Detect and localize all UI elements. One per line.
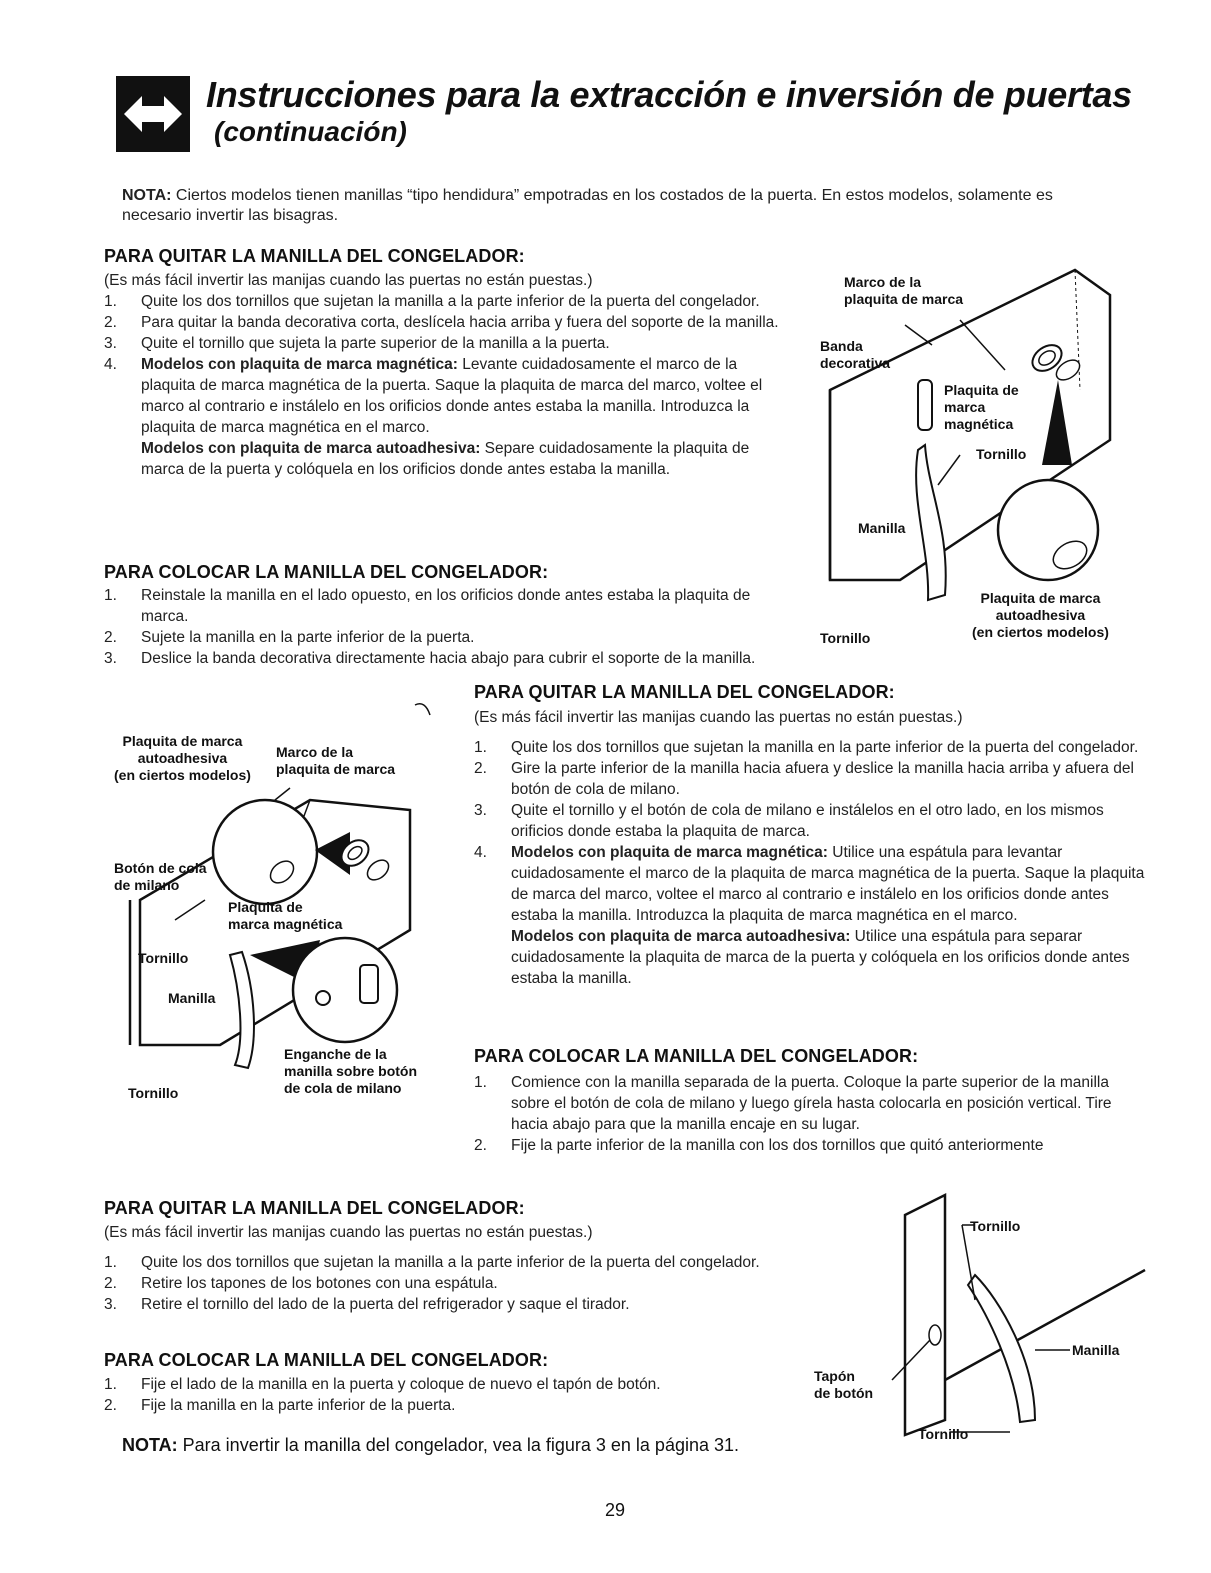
section3-remove-intro: (Es más fácil invertir las manijas cuando las puertas no están puestas.) (104, 1224, 593, 1241)
label-plaquita-autoadhesiva: Plaquita de marca autoadhesiva (en ciertos modelos) (972, 590, 1109, 640)
list-item: 1. Comience con la manilla separada de la puerta. Coloque la parte superior de la manilla sobre el botón de cola de milano y luego gírela hasta colocarla en posición vertical. Tire hacia abajo para que la manilla encaje en su lugar. (474, 1074, 1112, 1133)
bottom-note (122, 1435, 739, 1456)
list-item: 2. Gire la parte inferior de la manilla hacia afuera y deslice la manilla hacia arriba y afuera del botón de cola de milano. (474, 760, 1134, 798)
label-manilla-2: Manilla (168, 990, 216, 1006)
section2-install-title: PARA COLOCAR LA MANILLA DEL CONGELADOR: (474, 1046, 919, 1066)
page-title: Instrucciones para la extracción e inversión de puertas (206, 74, 1132, 115)
list-item: 3. Quite el tornillo y el botón de cola de milano e instálelos en el otro lado, en los mismos orificios donde estaba la plaquita de marca. (474, 802, 1104, 840)
list-item: 1. Fije el lado de la manilla en la puerta y coloque de nuevo el tapón de botón. (104, 1376, 661, 1393)
section1-remove-steps (104, 291, 794, 480)
label-tornillo-bottom: Tornillo (820, 630, 871, 646)
page-number: 29 (604, 1500, 626, 1520)
list-item: 2. Para quitar la banda decorativa corta, deslícela hacia arriba y fuera del soporte de la manilla. (104, 314, 779, 331)
label-tornillo-top-3: Tornillo (970, 1218, 1021, 1234)
label-tapon-boton: Tapón de botón (814, 1368, 874, 1401)
section2-remove-steps (474, 737, 1149, 989)
list-item: 4. Modelos con plaquita de marca magnética: Levante cuidadosamente el marco de la plaquita de marca magnética de la puerta. Saque la plaquita de marca del marco, voltee el marco al contrario e instálelo en los orificios donde antes estaba la manilla. Introduzca la plaquita de marca magnética en el marco. Modelos con plaquita de marca autoadhesiva: Separe cuidadosamente la plaquita de marca de la puerta y colóquela en los orificios donde antes estaba la manilla. (104, 356, 763, 478)
label-marco-plaquita-2: Marco de la plaquita de marca (276, 744, 396, 777)
figure-handle-removal-1 (810, 250, 1145, 650)
section2-remove-intro: (Es más fácil invertir las manijas cuando las puertas no están puestas.) (474, 709, 963, 726)
section1-install-steps (104, 585, 794, 669)
note-label: NOTA: (122, 187, 172, 204)
label-boton-cola: Botón de cola de milano (114, 860, 207, 893)
list-item: 3. Retire el tornillo del lado de la puerta del refrigerador y saque el tirador. (104, 1296, 630, 1313)
section3-remove-title: PARA QUITAR LA MANILLA DEL CONGELADOR: (104, 1198, 525, 1218)
section3-remove-steps (104, 1252, 794, 1315)
label-enganche: Enganche de la manilla sobre botón de cola de milano (284, 1046, 418, 1096)
label-manilla-3: Manilla (1072, 1342, 1120, 1358)
list-item: 3. Quite el tornillo que sujeta la parte superior de la manilla a la puerta. (104, 335, 610, 352)
list-item: 1. Quite los dos tornillos que sujetan la manilla en la parte inferior de la puerta del congelador. (474, 739, 1139, 756)
section3-install-steps (104, 1374, 794, 1416)
note-text-bottom: Para invertir la manilla del congelador, vea la figura 3 en la página 31. (177, 1435, 740, 1455)
label-marco-plaquita: Marco de la plaquita de marca (844, 274, 964, 307)
list-item: 4. Modelos con plaquita de marca magnética: Utilice una espátula para levantar cuidadosamente el marco de la plaquita de marca magnética de la puerta. Saque la plaquita de marca del marco, voltee el marco al contrario e instálelo en los orificios donde antes estaba la manilla. Introduzca la plaquita de marca magnética en el marco. Modelos con plaquita de marca autoadhesiva: Utilice una espátula para separar cuidadosamente la plaquita de marca de la puerta y colóquela en los orificios donde antes estaba la manilla. (474, 844, 1145, 987)
list-item: 2. Fije la parte inferior de la manilla con los dos tornillos que quitó anteriormente (474, 1137, 1044, 1154)
door-reverse-arrows-icon (116, 76, 190, 152)
page-subtitle: (continuación) (214, 116, 407, 147)
figure-handle-removal-3 (810, 1190, 1150, 1455)
figure-handle-removal-2 (110, 700, 455, 1110)
label-banda-decorativa: Banda decorativa (820, 338, 891, 371)
label-tornillo-mid: Tornillo (138, 950, 189, 966)
section1-remove-title: PARA QUITAR LA MANILLA DEL CONGELADOR: (104, 246, 525, 266)
list-item: 2. Retire los tapones de los botones con una espátula. (104, 1275, 498, 1292)
note-text: Ciertos modelos tienen manillas “tipo hendidura” empotradas en los costados de la puerta. En estos modelos, solamente es necesario invertir las bisagras. (122, 187, 1053, 224)
label-plaquita-magnetica-2: Plaquita de marca magnética (228, 899, 343, 932)
label-tornillo-bottom-2: Tornillo (128, 1085, 179, 1101)
section1-install-title: PARA COLOCAR LA MANILLA DEL CONGELADOR: (104, 562, 549, 582)
list-item: 1. Quite los dos tornillos que sujetan la manilla a la parte inferior de la puerta del congelador. (104, 1254, 760, 1271)
label-manilla: Manilla (858, 520, 906, 536)
section3-install-title: PARA COLOCAR LA MANILLA DEL CONGELADOR: (104, 1350, 549, 1370)
list-item: 2. Fije la manilla en la parte inferior de la puerta. (104, 1397, 456, 1414)
label-plaquita-autoadhesiva-2: Plaquita de marca autoadhesiva (en ciertos modelos) (114, 733, 251, 783)
list-item: 3. Deslice la banda decorativa directamente hacia abajo para cubrir el soporte de la manilla. (104, 650, 756, 667)
label-tornillo-bottom-3: Tornillo (918, 1426, 969, 1442)
section1-remove-intro: (Es más fácil invertir las manijas cuando las puertas no están puestas.) (104, 272, 593, 289)
list-item: 1. Quite los dos tornillos que sujetan la manilla a la parte inferior de la puerta del congelador. (104, 293, 760, 310)
note-label-bottom: NOTA: (122, 1435, 178, 1455)
section2-install-steps (474, 1072, 1149, 1156)
list-item: 2. Sujete la manilla en la parte inferior de la puerta. (104, 629, 475, 646)
section2-remove-title: PARA QUITAR LA MANILLA DEL CONGELADOR: (474, 682, 895, 702)
label-plaquita-magnetica: Plaquita de marca magnética (944, 382, 1019, 432)
top-note (122, 186, 1122, 226)
label-tornillo-top: Tornillo (976, 446, 1027, 462)
list-item: 1. Reinstale la manilla en el lado opuesto, en los orificios donde antes estaba la plaquita de marca. (104, 587, 751, 625)
